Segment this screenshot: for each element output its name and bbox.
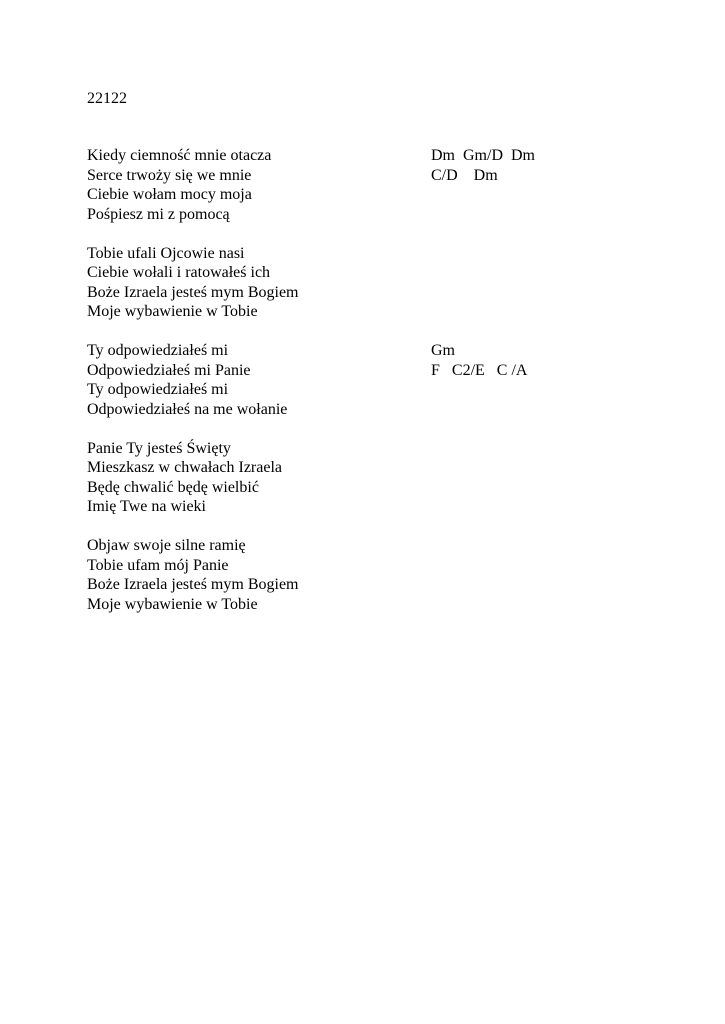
lyric-line: Boże Izraela jesteś mym Bogiem [87, 576, 299, 593]
lyric-line: Ty odpowiedziałeś mi [87, 381, 229, 398]
chord-line: F C2/E C /A [431, 361, 528, 379]
lyric-line: Ty odpowiedziałeś mi [87, 342, 229, 359]
stanza-4 [87, 439, 407, 517]
stanza-5 [87, 536, 407, 614]
stanza-3-chords [431, 341, 691, 419]
chord-line: Dm Gm/D Dm [431, 147, 535, 164]
lyric-line: Objaw swoje silne ramię [87, 537, 246, 554]
chord-line [431, 263, 691, 283]
stanza-1-chords [431, 146, 691, 224]
stanza-2-chords [431, 244, 691, 322]
lyric-line: Boże Izraela jesteś mym Bogiem [87, 283, 299, 301]
lyric-line: Będę chwalić będę wielbić [87, 478, 259, 496]
chord-line [431, 283, 691, 303]
chord-line: C/D Dm [431, 166, 498, 184]
lyrics-column [87, 146, 407, 634]
chords-column [431, 146, 691, 439]
lyric-line: Panie Ty jesteś Święty [87, 439, 231, 457]
lyric-line: Odpowiedziałeś mi Panie [87, 361, 251, 379]
lyric-line: Ciebie wołam mocy moja [87, 186, 252, 203]
lyric-line: Serce trwoży się we mnie [87, 166, 252, 184]
chord-line [431, 185, 691, 205]
stanza-1 [87, 146, 407, 224]
lyric-line: Tobie ufali Ojcowie nasi [87, 244, 245, 262]
chord-line: Gm [431, 342, 455, 359]
chord-line [431, 400, 691, 420]
chord-line [431, 380, 691, 400]
chord-line [431, 302, 691, 322]
chord-line [431, 244, 691, 264]
lyric-line: Imię Twe na wieki [87, 498, 206, 515]
lyric-line: Odpowiedziałeś na me wołanie [87, 400, 288, 418]
lyric-line: Moje wybawienie w Tobie [87, 303, 258, 320]
chord-line [431, 205, 691, 225]
lyric-line: Tobie ufam mój Panie [87, 556, 229, 574]
lyric-line: Pośpiesz mi z pomocą [87, 205, 230, 223]
lyric-line: Ciebie wołali i ratowałeś ich [87, 264, 271, 281]
song-number: 22122 [87, 90, 127, 107]
lyric-line: Kiedy ciemność mnie otacza [87, 147, 272, 164]
lyric-line: Moje wybawienie w Tobie [87, 595, 258, 613]
stanza-2 [87, 244, 407, 322]
stanza-3 [87, 341, 407, 419]
lyric-line: Mieszkasz w chwałach Izraela [87, 459, 282, 476]
